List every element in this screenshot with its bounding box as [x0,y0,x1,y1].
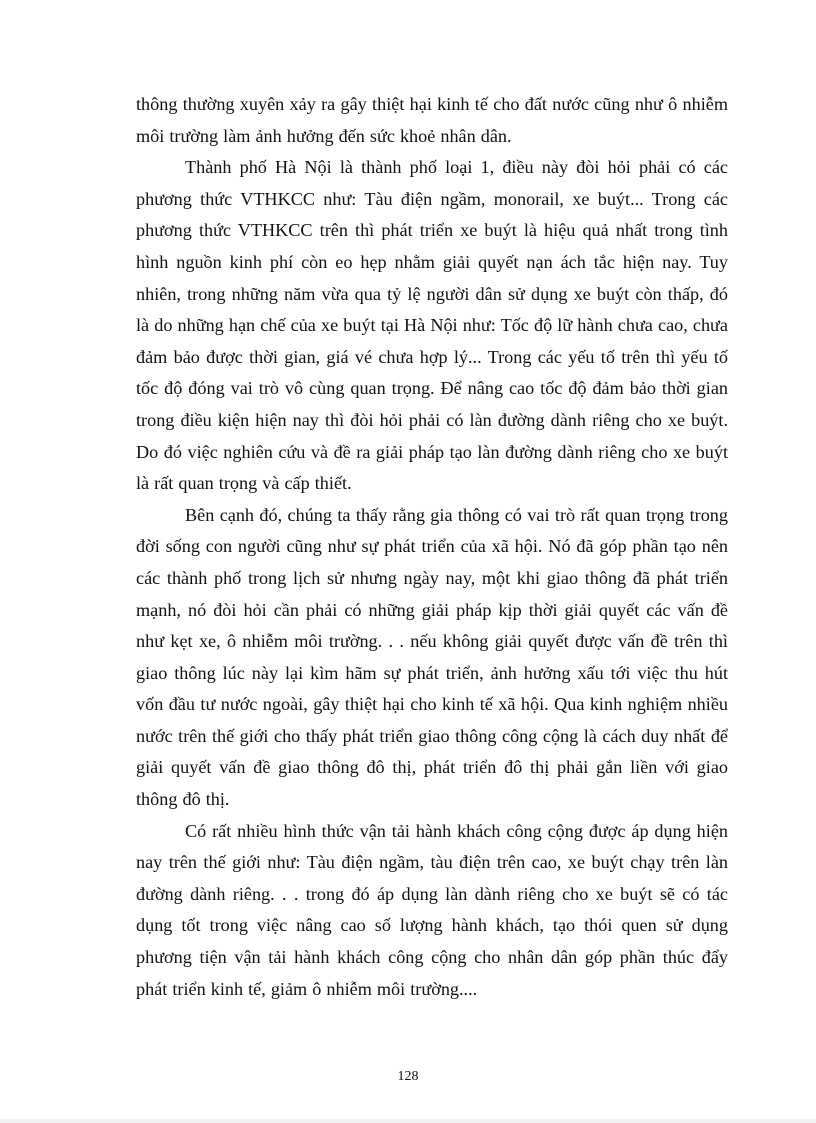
body-text [136,89,728,1005]
page-bottom-edge [0,1119,816,1123]
paragraph-hanoi-bus: Thành phố Hà Nội là thành phố loại 1, điều này đòi hỏi phải có các phương thức VTHKCC như: Tàu điện ngầm, monorail, xe buýt... Trong các phương thức VTHKCC trên thì phát triển xe buýt là hiệu quả nhất trong tình hình nguồn kinh phí còn eo hẹp nhằm giải quyết nạn ách tắc hiện nay. Tuy nhiên, trong những năm vừa qua tỷ lệ người dân sử dụng xe buýt còn thấp, đó là do những hạn chế của xe buýt tại Hà Nội như: Tốc độ lữ hành chưa cao, chưa đảm bảo được thời gian, giá vé chưa hợp lý... Trong các yếu tố trên thì yếu tố tốc độ đóng vai trò vô cùng quan trọng. Để nâng cao tốc độ đảm bảo thời gian trong điều kiện hiện nay thì đòi hỏi phải có làn đường dành riêng cho xe buýt. Do đó việc nghiên cứu và đề ra giải pháp tạo làn đường dành riêng cho xe buýt là rất quan trọng và cấp thiết. [136,157,728,494]
paragraph-transport-role: Bên cạnh đó, chúng ta thấy rằng gia thông có vai trò rất quan trọng trong đời sống con người cũng như sự phát triển của xã hội. Nó đã góp phần tạo nên các thành phố trong lịch sử nhưng ngày nay, một khi giao thông đã phát triển mạnh, nó đòi hỏi cần phải có những giải pháp kịp thời giải quyết các vấn đề như kẹt xe, ô nhiễm môi trường. . . nếu không giải quyết được vấn đề trên thì giao thông lúc này lại kìm hãm sự phát triển, ảnh hưởng xấu tới việc thu hút vốn đầu tư nước ngoài, gây thiệt hại cho kinh tế xã hội. Qua kinh nghiệm nhiều nước trên thế giới cho thấy phát triển giao thông công cộng là cách duy nhất để giải quyết vấn đề giao thông đô thị, phát triển đô thị phải gắn liền với giao thông đô thị. [136,504,728,810]
paragraph-public-transport-forms: Có rất nhiều hình thức vận tải hành khách công cộng được áp dụng hiện nay trên thế giới như: Tàu điện ngầm, tàu điện trên cao, xe buýt chạy trên làn đường dành riêng. . . trong đó áp dụng làn dành riêng cho xe buýt sẽ có tác dụng tốt trong việc nâng cao số lượng hành khách, tạo thói quen sử dụng phương tiện vận tải hành khách công cộng cho nhân dân góp phần thúc đẩy phát triển kinh tế, giảm ô nhiễm môi trường.... [136,820,728,999]
page-number: 128 [397,1069,419,1084]
paragraph-continued: thông thường xuyên xảy ra gây thiệt hại kinh tế cho đất nước cũng như ô nhiễm môi trường làm ảnh hưởng đến sức khoẻ nhân dân. [136,94,728,146]
